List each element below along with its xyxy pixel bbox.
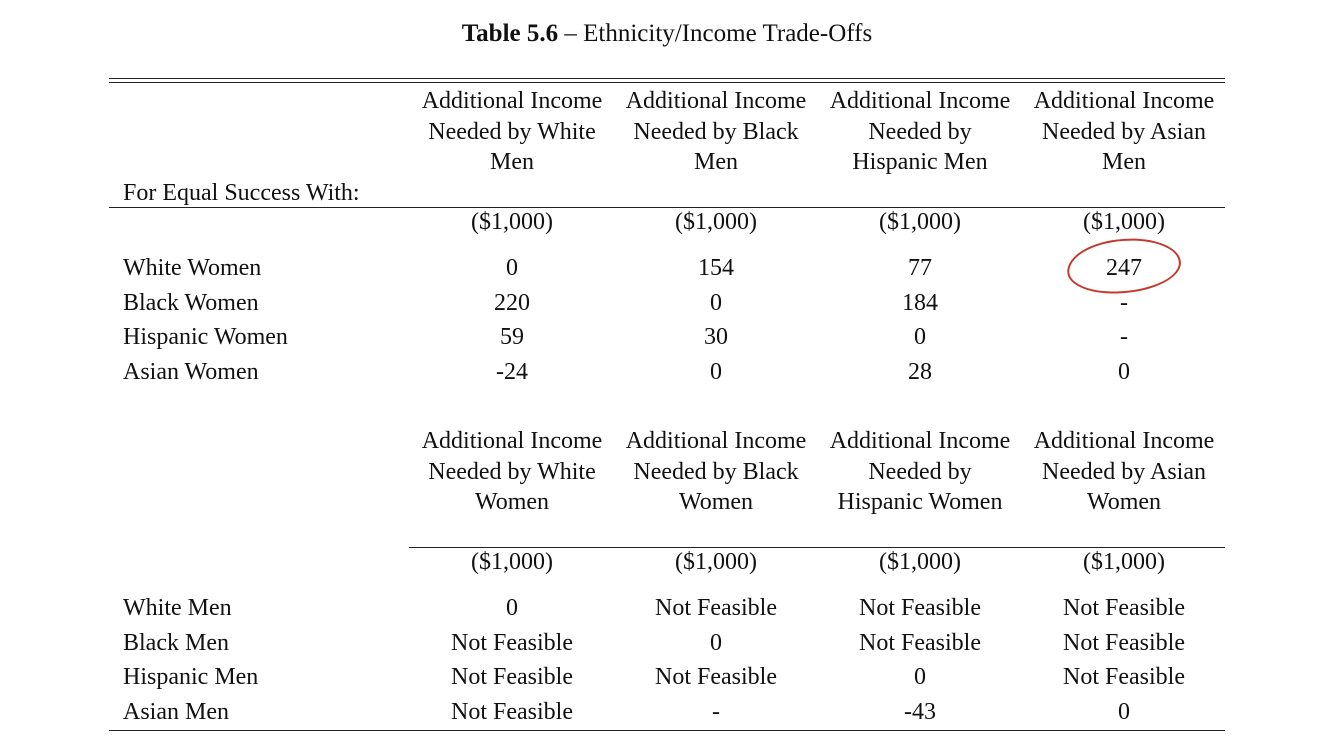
panel1-table-cell: -24 xyxy=(496,358,528,385)
panel1-table-cell: 59 xyxy=(500,324,524,350)
panel1-table-cell: 28 xyxy=(908,358,932,385)
panel1-table-cell: - xyxy=(1120,289,1128,316)
panel1-units-3: ($1,000) xyxy=(879,209,961,235)
panel1-table-cell: 247 xyxy=(1106,255,1142,281)
panel2-table-cell: Not Feasible xyxy=(655,664,777,690)
panel2-table-cell: Not Feasible xyxy=(451,664,573,690)
panel2-table-cell: Not Feasible xyxy=(859,629,981,656)
panel2-units-4: ($1,000) xyxy=(1083,549,1165,575)
panel1-table-cell: 30 xyxy=(704,324,728,350)
bottom-rule xyxy=(109,730,1225,731)
panel1-table-cell: 0 xyxy=(710,358,722,385)
top-rule-2 xyxy=(109,82,1225,83)
panel2-table-cell: -43 xyxy=(904,698,936,725)
panel1-table-cell: 0 xyxy=(1118,358,1130,385)
panel2-table-cell: Not Feasible xyxy=(1063,629,1185,656)
panel1-row-label: Black Women xyxy=(123,289,259,316)
stub-header: For Equal Success With: xyxy=(123,180,360,206)
panel2-column-header-3: Additional Income Needed by Hispanic Women xyxy=(829,428,1011,515)
table-title: – Ethnicity/Income Trade-Offs xyxy=(564,20,873,47)
panel2-table-cell: Not Feasible xyxy=(1063,664,1185,690)
panel2-row-label: White Men xyxy=(123,595,232,621)
panel2-table-cell: 0 xyxy=(914,664,926,690)
panel1-table-cell: - xyxy=(1120,324,1128,350)
panel2-column-header-2: Additional Income Needed by Black Women xyxy=(625,428,807,515)
panel1-column-header-1: Additional Income Needed by White Men xyxy=(421,88,603,175)
panel2-row-label: Black Men xyxy=(123,629,229,656)
panel1-column-header-4: Additional Income Needed by Asian Men xyxy=(1033,88,1215,175)
panel2-column-header-4: Additional Income Needed by Asian Women xyxy=(1033,428,1215,515)
panel2-row-label: Hispanic Men xyxy=(123,664,259,690)
panel2-table-cell: Not Feasible xyxy=(1063,595,1185,621)
panel1-units-2: ($1,000) xyxy=(675,209,757,235)
panel1-column-header-3: Additional Income Needed by Hispanic Men xyxy=(829,88,1011,175)
panel2-row-label: Asian Men xyxy=(123,698,229,725)
panel1-row-label: Asian Women xyxy=(123,358,259,385)
panel2-units-1: ($1,000) xyxy=(471,549,553,575)
panel2-table-cell: 0 xyxy=(710,629,722,656)
panel1-table-cell: 184 xyxy=(902,289,938,316)
panel2-table-cell: Not Feasible xyxy=(451,698,573,725)
panel1-units-1: ($1,000) xyxy=(471,209,553,235)
panel2-table-cell: 0 xyxy=(506,595,518,621)
panel2-units-3: ($1,000) xyxy=(879,549,961,575)
panel1-units-4: ($1,000) xyxy=(1083,209,1165,235)
panel2-table-cell: Not Feasible xyxy=(451,629,573,656)
panel2-units-2: ($1,000) xyxy=(675,549,757,575)
panel2-table-cell: - xyxy=(712,698,720,725)
panel1-table-cell: 154 xyxy=(698,255,734,281)
panel1-header-rule xyxy=(109,207,1225,208)
top-rule-1 xyxy=(109,78,1225,79)
red-circle-annotation xyxy=(1065,235,1182,297)
panel1-column-header-2: Additional Income Needed by Black Men xyxy=(625,88,807,175)
panel1-row-label: White Women xyxy=(123,255,262,281)
panel1-row-label: Hispanic Women xyxy=(123,324,288,350)
panel1-table-cell: 0 xyxy=(506,255,518,281)
panel1-table-cell: 220 xyxy=(494,289,530,316)
panel2-column-header-1: Additional Income Needed by White Women xyxy=(421,428,603,515)
panel1-table-cell: 0 xyxy=(914,324,926,350)
panel2-table-cell: 0 xyxy=(1118,698,1130,725)
table-number: Table 5.6 xyxy=(461,20,559,47)
table-caption xyxy=(0,18,1334,50)
panel1-table-cell: 77 xyxy=(908,255,932,281)
panel1-table-cell: 0 xyxy=(710,289,722,316)
panel2-table-cell: Not Feasible xyxy=(655,595,777,621)
panel2-table-cell: Not Feasible xyxy=(859,595,981,621)
